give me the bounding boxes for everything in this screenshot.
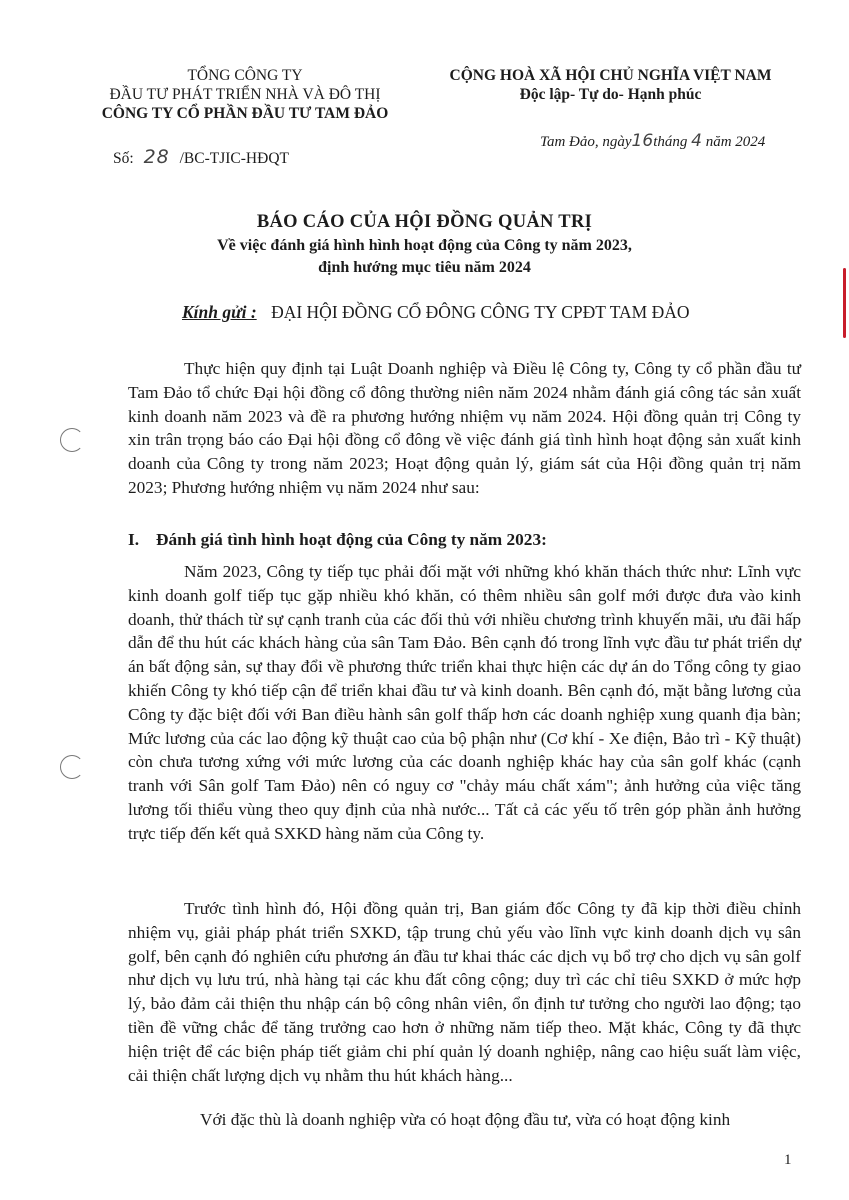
issuer-parent-org: TỔNG CÔNG TY bbox=[187, 67, 303, 84]
date-day: 16 bbox=[631, 131, 654, 151]
issuer-header bbox=[70, 66, 420, 123]
intro-paragraph: Thực hiện quy định tại Luật Doanh nghiệp và Điều lệ Công ty, Công ty cổ phần đầu tư Tam Đảo tổ chức Đại hội đồng cổ đông thường niên năm 2024 nhằm đánh giá công tác sản xuất kinh doanh năm 2023 và đề ra phương hướng nhiệm vụ năm 2024. Hội đồng quản trị Công ty xin trân trọng báo cáo Đại hội đồng cổ đông về việc đánh giá tình hình hoạt động sản xuất kinh doanh của Công ty trong năm 2023; Hoạt động quản lý, giám sát của Hội đồng quản trị năm 2023; Phương hướng nhiệm vụ năm 2024 như sau: bbox=[128, 359, 801, 497]
section-title: Đánh giá tình hình hoạt động của Công ty năm 2023: bbox=[156, 530, 547, 549]
punch-hole-mark bbox=[60, 755, 84, 779]
recipient-name: ĐẠI HỘI ĐỒNG CỔ ĐÔNG CÔNG TY CPĐT TAM ĐẢO bbox=[271, 302, 690, 322]
body-paragraph-4: Với đặc thù là doanh nghiệp vừa có hoạt động đầu tư, vừa có hoạt động kinh bbox=[200, 1110, 731, 1129]
date-month-label: tháng bbox=[653, 134, 688, 150]
recipient-line bbox=[182, 302, 690, 323]
national-motto: Độc lập- Tự do- Hạnh phúc bbox=[519, 86, 702, 103]
section-heading bbox=[128, 530, 547, 550]
national-title: CỘNG HOÀ XÃ HỘI CHỦ NGHĨA VIỆT NAM bbox=[449, 67, 772, 84]
body-paragraph-2: Năm 2023, Công ty tiếp tục phải đối mặt với những khó khăn thách thức như: Lĩnh vực kinh doanh golf tiếp tục gặp nhiều khó khăn, có thêm nhiều sân golf mới được đưa vào kinh doanh, thử thách từ sự cạnh tranh của các đối thủ với nhiều chương trình khuyến mãi, ưu đãi hấp dẫn để thu hút các khách hàng của sân Tam Đảo. Bên cạnh đó trong lĩnh vực đầu tư phát triển dự án bất động sản, sự thay đổi về phương thức triển khai thực hiện các dự án do Tổng công ty giao khiến Công ty khó tiếp cận để triển khai đầu tư và kinh doanh. Bên cạnh đó, mặt bằng lương của Công ty đặc biệt đối với Ban điều hành sân golf thấp hơn các doanh nghiệp xung quanh địa bàn; Mức lương của các lao động kỹ thuật cao của bộ phận như (Cơ khí - Xe điện, Bảo trì - Kỹ thuật) còn chưa tương xứng với mức lương của các doanh nghiệp khác hay của sân golf khác (cạnh tranh với Sân golf Tam Đảo) nên có nguy cơ "chảy máu chất xám"; ảnh hưởng của việc tăng lương tối thiểu vùng theo quy định của nhà nước... Tất cả các yếu tố trên góp phần ảnh hưởng trực tiếp đến kết quả SXKD hàng năm của Công ty. bbox=[128, 562, 801, 843]
punch-hole-mark bbox=[60, 428, 84, 452]
document-date bbox=[540, 131, 765, 151]
date-month: 4 bbox=[691, 131, 702, 151]
issuer-parent-org-full: ĐẦU TƯ PHÁT TRIỂN NHÀ VÀ ĐÔ THỊ bbox=[109, 86, 381, 103]
report-subtitle-1: Về việc đánh giá hình hình hoạt động của Công ty năm 2023, bbox=[217, 237, 632, 254]
doc-number-handwritten: 28 bbox=[143, 146, 170, 168]
body-paragraph-3: Trước tình hình đó, Hội đồng quản trị, Ban giám đốc Công ty đã kịp thời điều chỉnh nhiệm vụ, giải pháp phát triển SXKD, tập trung chủ yếu vào lĩnh vực kinh doanh dịch vụ sân golf, bên cạnh đó nghiên cứu phương án đầu tư khai thác các dịch vụ bổ trợ cho dịch vụ sân golf như dịch vụ lưu trú, nhà hàng tại các khu đất công cộng; duy trì các chỉ tiêu SXKD ở mức hợp lý, bảo đảm cải thiện thu nhập cán bộ công nhân viên, ổn định tư tưởng cho người lao động; tạo tiền đề vững chắc để tăng trưởng cao hơn ở những năm tiếp theo. Mặt khác, Công ty đã thực hiện triệt để các biện pháp tiết giảm chi phí quản lý doanh nghiệp, nâng cao hiệu suất làm việc, cải thiện chất lượng dịch vụ nhằm thu hút khách hàng... bbox=[128, 899, 801, 1085]
doc-number-suffix: /BC-TJIC-HĐQT bbox=[179, 150, 289, 167]
red-ink-mark bbox=[843, 268, 846, 338]
report-subtitle-2: định hướng mục tiêu năm 2024 bbox=[318, 259, 531, 276]
recipient-label: Kính gửi : bbox=[182, 302, 257, 322]
date-year: năm 2024 bbox=[705, 134, 766, 150]
national-header bbox=[438, 66, 783, 104]
date-place: Tam Đảo, ngày bbox=[540, 134, 632, 150]
doc-number-prefix: Số: bbox=[113, 150, 134, 167]
page-number: 1 bbox=[784, 1152, 792, 1168]
document-number bbox=[113, 146, 289, 168]
issuer-company-name: CÔNG TY CỔ PHẦN ĐẦU TƯ TAM ĐẢO bbox=[101, 105, 389, 122]
section-number: I. bbox=[128, 530, 140, 549]
report-title: BÁO CÁO CỦA HỘI ĐỒNG QUẢN TRỊ bbox=[256, 212, 593, 232]
